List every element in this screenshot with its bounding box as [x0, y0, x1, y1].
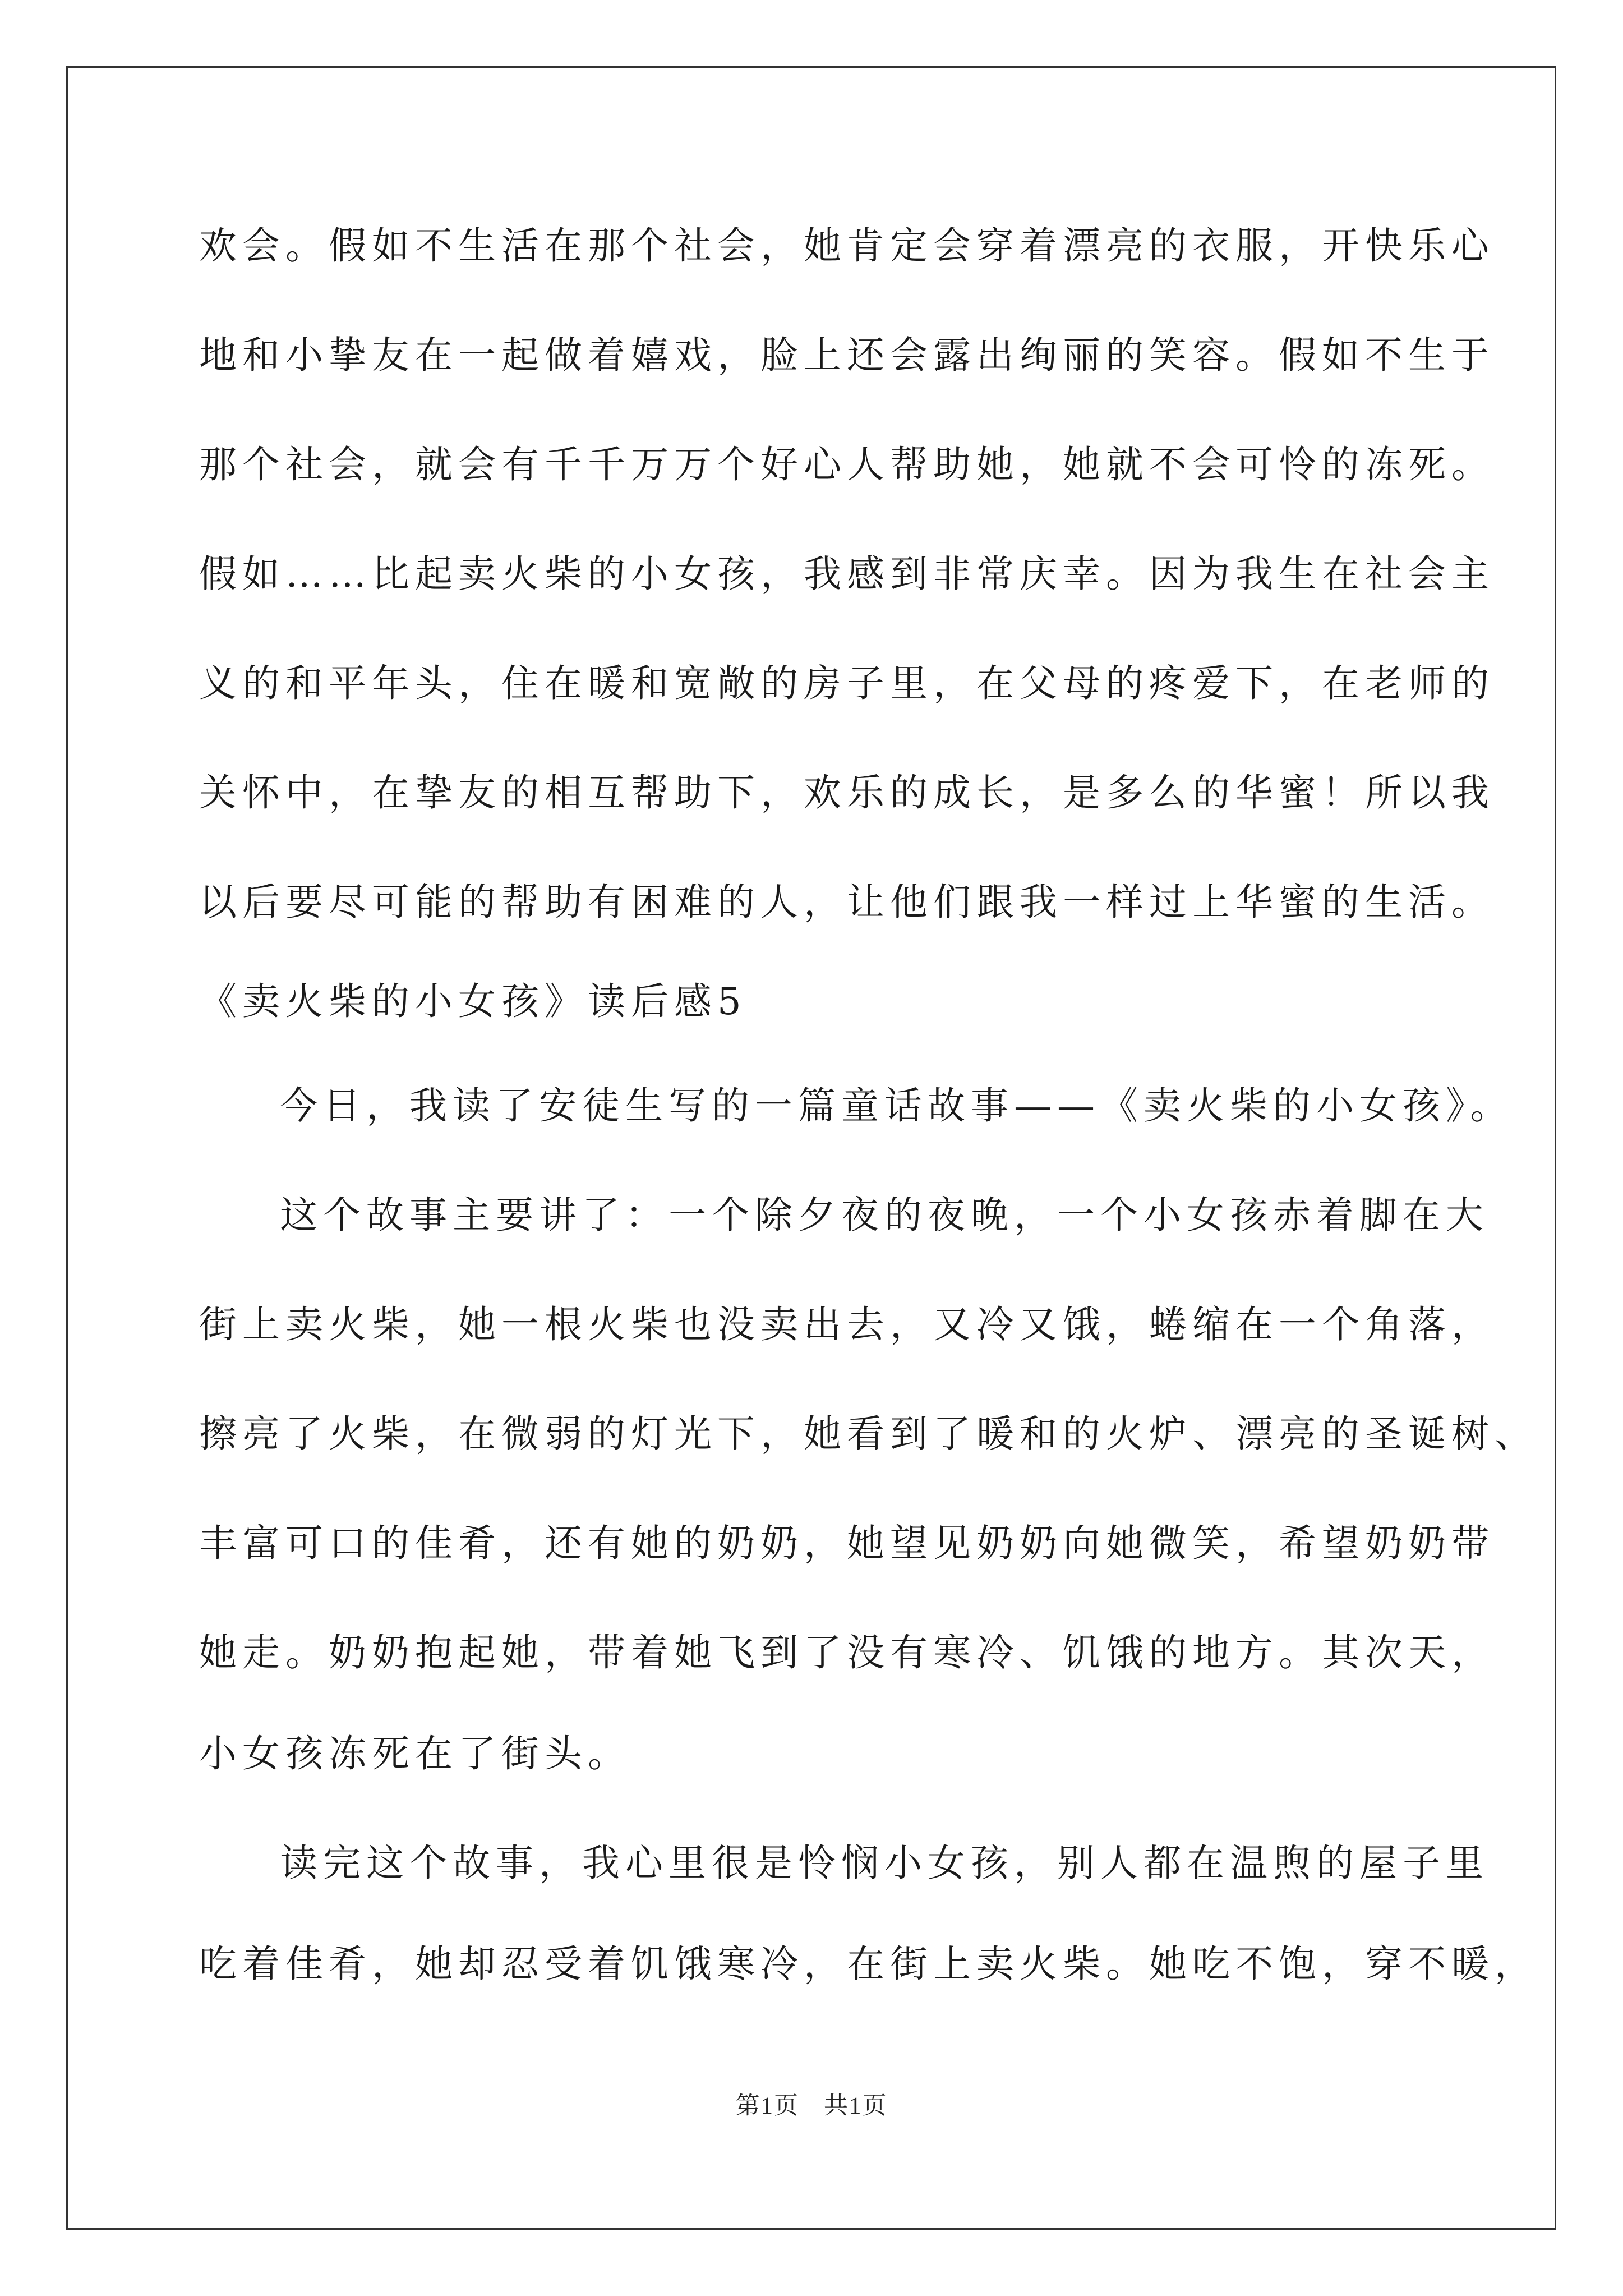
paragraph-line: 这个故事主要讲了：一个除夕夜的夜晚，一个小女孩赤着脚在大: [280, 1193, 1489, 1237]
paragraph-line: 今日，我读了安徒生写的一篇童话故事——《卖火柴的小女孩》。: [280, 1084, 1514, 1128]
page-number: 第1页: [735, 2093, 799, 2119]
paragraph-line: 那个社会，就会有千千万万个好心人帮助她，她就不会可怜的冻死。: [199, 443, 1495, 486]
paragraph-line: 读完这个故事，我心里很是怜悯小女孩，别人都在温煦的屋子里: [280, 1841, 1489, 1885]
paragraph-line: 以后要尽可能的帮助有困难的人，让他们跟我一样过上华蜜的生活。: [199, 880, 1495, 924]
paragraph-line: 关怀中，在挚友的相互帮助下，欢乐的成长，是多么的华蜜！所以我: [199, 771, 1495, 815]
paragraph-line: 义的和平年头，住在暖和宽敞的房子里，在父母的疼爱下，在老师的: [199, 661, 1495, 705]
paragraph-line: 吃着佳肴，她却忍受着饥饿寒冷，在街上卖火柴。她吃不饱，穿不暖，: [199, 1942, 1538, 1986]
paragraph-line: 她走。奶奶抱起她，带着她飞到了没有寒冷、饥饿的地方。其次天，: [199, 1631, 1495, 1674]
paragraph-line: 假如……比起卖火柴的小女孩，我感到非常庆幸。因为我生在社会主: [199, 552, 1495, 596]
paragraph-line: 擦亮了火柴，在微弱的灯光下，她看到了暖和的火炉、漂亮的圣诞树、: [199, 1412, 1538, 1456]
paragraph-line: 欢会。假如不生活在那个社会，她肯定会穿着漂亮的衣服，开快乐心: [199, 224, 1495, 268]
paragraph-line: 小女孩冻死在了街头。: [199, 1732, 631, 1775]
page-total: 共1页: [824, 2093, 888, 2119]
page-border: [66, 66, 1556, 2230]
section-heading: 《卖火柴的小女孩》读后感5: [199, 979, 747, 1023]
paragraph-line: 地和小挚友在一起做着嬉戏，脸上还会露出绚丽的笑容。假如不生于: [199, 333, 1495, 377]
page-footer: [0, 2087, 1623, 2121]
paragraph-line: 丰富可口的佳肴，还有她的奶奶，她望见奶奶向她微笑，希望奶奶带: [199, 1521, 1495, 1565]
paragraph-line: 街上卖火柴，她一根火柴也没卖出去，又冷又饿，蜷缩在一个角落，: [199, 1303, 1495, 1346]
